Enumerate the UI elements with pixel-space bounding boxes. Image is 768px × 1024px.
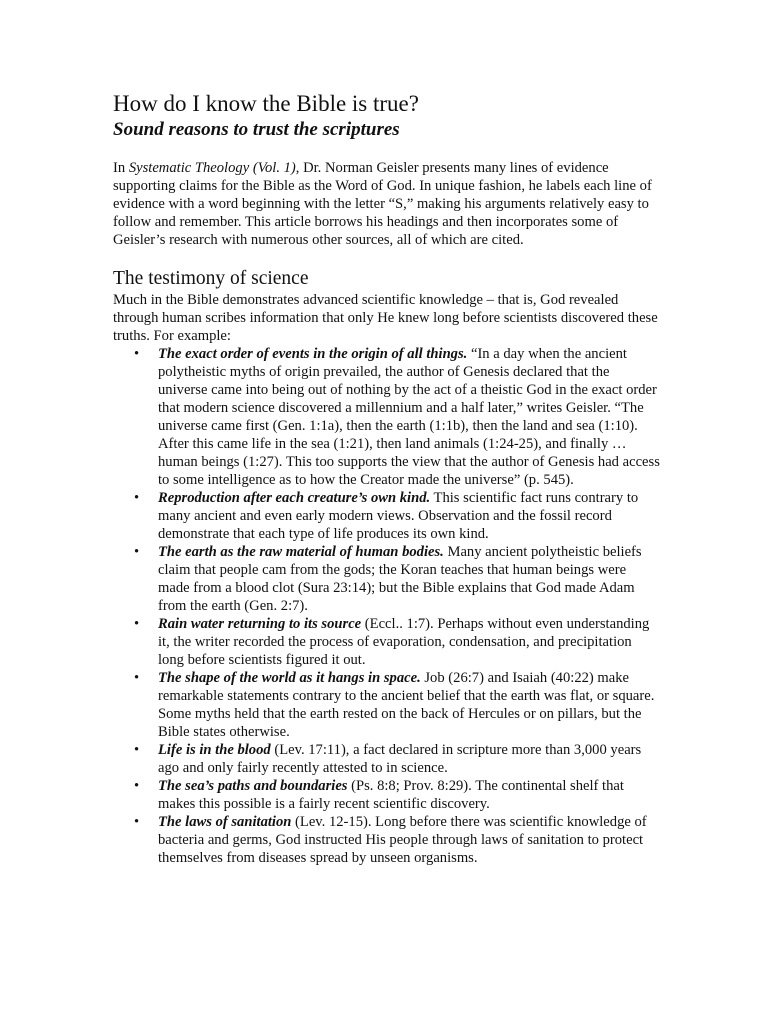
section-paragraph: Much in the Bible demonstrates advanced scientific knowledge – that is, God revealed through human scribes information that only He knew long before scientists discovered these truths. For example: xyxy=(113,292,658,344)
bullet-icon: • xyxy=(134,490,140,506)
item-lead: Life is in the blood xyxy=(158,742,271,758)
item-lead: The exact order of events in the origin of all things. xyxy=(158,346,468,362)
bullet-icon: • xyxy=(134,814,140,830)
list-item xyxy=(134,345,661,489)
item-text: (Lev. 12-15). Long before there was scientific knowledge of bacteria and germs, God instructed His people through laws of sanitation to protect themselves from diseases spread by unseen organisms. xyxy=(158,814,647,866)
evidence-list xyxy=(113,345,661,867)
item-lead: The sea’s paths and boundaries xyxy=(158,778,348,794)
document-subtitle: Sound reasons to trust the scriptures xyxy=(113,119,400,140)
bullet-icon: • xyxy=(134,778,140,794)
item-text: (Eccl.. 1:7). Perhaps without even understanding it, the writer recorded the process of evaporation, condensation, and precipitation long before scientists figured it out. xyxy=(158,616,650,668)
list-item xyxy=(134,813,661,867)
bullet-icon: • xyxy=(134,670,140,686)
item-text: (Ps. 8:8; Prov. 8:29). The continental shelf that makes this possible is a fairly recent scientific discovery. xyxy=(158,778,624,812)
item-lead: The earth as the raw material of human bodies. xyxy=(158,544,444,560)
item-lead: Reproduction after each creature’s own kind. xyxy=(158,490,431,506)
bullet-icon: • xyxy=(134,544,140,560)
section-heading: The testimony of science xyxy=(113,268,309,289)
item-text: This scientific fact runs contrary to many ancient and even early modern views. Observation and the fossil record demonstrate that each type of life produces its own kind. xyxy=(158,490,639,542)
item-text: (Lev. 17:11), a fact declared in scripture more than 3,000 years ago and only fairly recently attested to in science. xyxy=(158,742,642,776)
bullet-icon: • xyxy=(134,616,140,632)
item-text: Many ancient polytheistic beliefs claim that people cam from the gods; the Koran teaches that human beings were made from a blood clot (Sura 23:14); but the Bible explains that God made Adam from the earth (Gen. 2:7). xyxy=(158,544,642,614)
list-item xyxy=(134,489,661,543)
list-item xyxy=(134,777,661,813)
intro-prefix: In xyxy=(113,160,129,176)
list-item xyxy=(134,543,661,615)
intro-paragraph xyxy=(113,159,661,249)
document-page xyxy=(113,90,661,867)
item-lead: Rain water returning to its source xyxy=(158,616,362,632)
list-item xyxy=(134,669,661,741)
item-text: “In a day when the ancient polytheistic myths of origin prevailed, the author of Genesis declared that the universe came into being out of nothing by the act of a theistic God in the exact order that modern science discovered a millennium and a half later,” writes Geisler. “The universe came first (Gen. 1:1a), then the earth (1:1b), then the land and sea (1:10). After this came life in the sea (1:21), then land animals (1:24-25), and finally … human beings (1:27). This too supports the view that the author of Genesis had access to some intelligence as to how the Creator made the universe” (p. 545). xyxy=(158,346,660,488)
item-lead: The shape of the world as it hangs in space. xyxy=(158,670,421,686)
bullet-icon: • xyxy=(134,742,140,758)
item-lead: The laws of sanitation xyxy=(158,814,292,830)
bullet-icon: • xyxy=(134,346,140,362)
list-item xyxy=(134,615,661,669)
intro-body: , Dr. Norman Geisler presents many lines of evidence supporting claims for the Bible as the Word of God. In unique fashion, he labels each line of evidence with a word beginning with the letter “S,” making his arguments relatively easy to follow and remember. This article borrows his headings and then incorporates some of Geisler’s research with numerous other sources, all of which are cited. xyxy=(113,160,652,248)
document-title: How do I know the Bible is true? xyxy=(113,91,419,116)
intro-book-title: Systematic Theology (Vol. 1) xyxy=(128,160,296,176)
item-text: Job (26:7) and Isaiah (40:22) make remarkable statements contrary to the ancient belief that the earth was flat, or square. Some myths held that the earth rested on the back of Hercules or on pillars, but the Bible states otherwise. xyxy=(158,670,655,740)
list-item xyxy=(134,741,661,777)
